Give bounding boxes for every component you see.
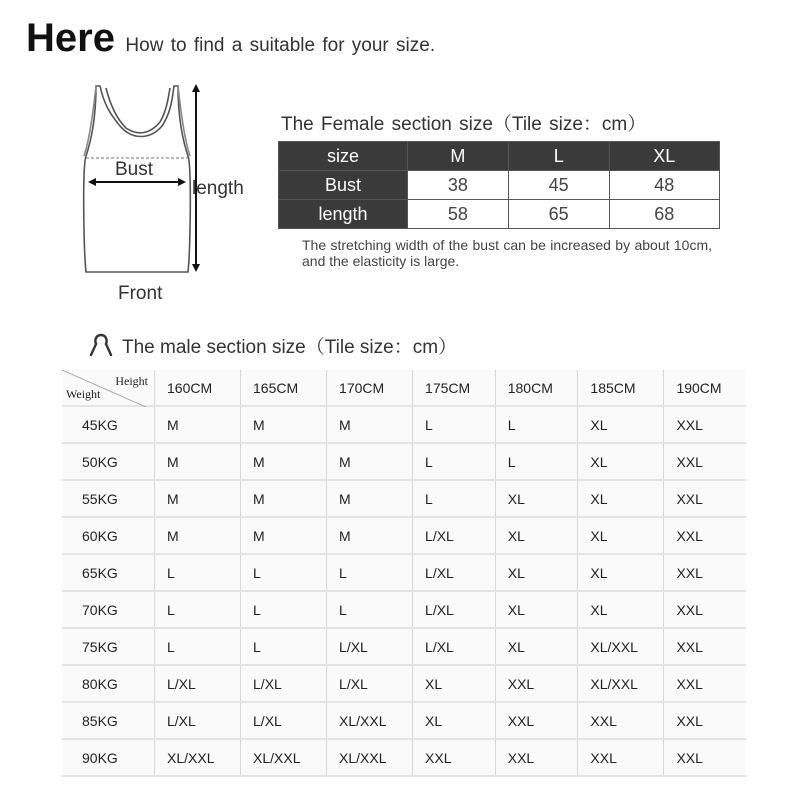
height-col-header: 185CM bbox=[578, 370, 664, 406]
size-cell: XL bbox=[578, 443, 664, 480]
female-cell: 38 bbox=[408, 171, 509, 200]
table-row bbox=[62, 517, 746, 554]
weight-row-label: 70KG bbox=[62, 591, 155, 628]
person-icon bbox=[88, 333, 114, 357]
size-cell: L bbox=[495, 443, 578, 480]
size-cell: XXL bbox=[664, 480, 746, 517]
weight-row-label: 85KG bbox=[62, 702, 155, 739]
weight-row-label: 65KG bbox=[62, 554, 155, 591]
size-cell: M bbox=[327, 406, 413, 443]
size-cell: L/XL bbox=[413, 517, 496, 554]
size-cell: XL/XXL bbox=[327, 702, 413, 739]
size-cell: L/XL bbox=[413, 628, 496, 665]
size-cell: L bbox=[413, 406, 496, 443]
size-cell: XL/XXL bbox=[578, 665, 664, 702]
male-title-text: The male section size（Tile size：cm） bbox=[122, 337, 458, 358]
size-cell: M bbox=[155, 406, 241, 443]
size-cell: L/XL bbox=[327, 628, 413, 665]
size-cell: XXL bbox=[664, 665, 746, 702]
male-section-title bbox=[88, 332, 457, 359]
size-cell: L/XL bbox=[155, 665, 241, 702]
size-cell: M bbox=[155, 517, 241, 554]
female-col-header: L bbox=[508, 142, 609, 171]
size-cell: M bbox=[155, 443, 241, 480]
height-col-header: 165CM bbox=[241, 370, 327, 406]
size-cell: XL bbox=[495, 554, 578, 591]
size-cell: L/XL bbox=[413, 554, 496, 591]
size-cell: XXL bbox=[664, 739, 746, 776]
size-cell: XXL bbox=[413, 739, 496, 776]
size-cell: XL bbox=[413, 702, 496, 739]
corner-weight-label: Weight bbox=[66, 387, 101, 401]
female-row-length bbox=[279, 200, 720, 229]
female-cell: 68 bbox=[609, 200, 719, 229]
female-section-title: The Female section size（Tile size：cm） bbox=[281, 114, 647, 135]
male-size-table bbox=[62, 370, 746, 777]
size-cell: XXL bbox=[664, 406, 746, 443]
weight-row-label: 75KG bbox=[62, 628, 155, 665]
size-cell: M bbox=[155, 480, 241, 517]
female-col-header: M bbox=[408, 142, 509, 171]
height-col-header: 180CM bbox=[495, 370, 578, 406]
size-cell: XL/XXL bbox=[155, 739, 241, 776]
size-cell: M bbox=[327, 443, 413, 480]
height-col-header: 175CM bbox=[413, 370, 496, 406]
female-stretch-note: The stretching width of the bust can be increased by about 10cm, and the elasticity is large. bbox=[302, 237, 712, 269]
corner-height-label: Height bbox=[115, 374, 148, 388]
size-cell: XXL bbox=[495, 702, 578, 739]
size-cell: XL bbox=[495, 480, 578, 517]
size-cell: M bbox=[241, 480, 327, 517]
size-cell: XXL bbox=[664, 628, 746, 665]
female-header-row bbox=[279, 142, 720, 171]
size-cell: M bbox=[327, 517, 413, 554]
weight-row-label: 45KG bbox=[62, 406, 155, 443]
weight-row-label: 55KG bbox=[62, 480, 155, 517]
height-col-header: 160CM bbox=[155, 370, 241, 406]
size-cell: XXL bbox=[664, 591, 746, 628]
size-cell: L/XL bbox=[241, 665, 327, 702]
size-cell: XXL bbox=[578, 702, 664, 739]
table-row bbox=[62, 702, 746, 739]
size-cell: XL bbox=[495, 628, 578, 665]
size-cell: L/XL bbox=[327, 665, 413, 702]
size-cell: L/XL bbox=[413, 591, 496, 628]
table-row bbox=[62, 591, 746, 628]
size-cell: XL bbox=[495, 517, 578, 554]
size-cell: M bbox=[327, 480, 413, 517]
female-cell: 48 bbox=[609, 171, 719, 200]
table-row bbox=[62, 554, 746, 591]
size-cell: XXL bbox=[495, 665, 578, 702]
height-col-header: 190CM bbox=[664, 370, 746, 406]
height-col-header: 170CM bbox=[327, 370, 413, 406]
size-cell: L bbox=[241, 628, 327, 665]
size-cell: XL/XXL bbox=[327, 739, 413, 776]
size-cell: L bbox=[327, 591, 413, 628]
female-col-header: XL bbox=[609, 142, 719, 171]
size-cell: XL bbox=[578, 517, 664, 554]
size-cell: XXL bbox=[495, 739, 578, 776]
female-col-header: size bbox=[279, 142, 408, 171]
table-row bbox=[62, 443, 746, 480]
female-cell: 58 bbox=[408, 200, 509, 229]
table-row bbox=[62, 406, 746, 443]
size-cell: L bbox=[413, 480, 496, 517]
size-cell: XXL bbox=[664, 443, 746, 480]
size-cell: XXL bbox=[664, 702, 746, 739]
header-title: Here bbox=[26, 16, 115, 60]
size-cell: XL/XXL bbox=[241, 739, 327, 776]
female-row-label: Bust bbox=[279, 171, 408, 200]
weight-row-label: 80KG bbox=[62, 665, 155, 702]
female-row-label: length bbox=[279, 200, 408, 229]
size-cell: M bbox=[241, 443, 327, 480]
size-cell: L bbox=[413, 443, 496, 480]
size-cell: XL bbox=[413, 665, 496, 702]
height-weight-corner bbox=[62, 370, 155, 406]
header-subtitle: How to find a suitable for your size. bbox=[125, 35, 436, 56]
male-header-row bbox=[62, 370, 746, 406]
size-cell: XXL bbox=[664, 554, 746, 591]
size-cell: L bbox=[155, 628, 241, 665]
weight-row-label: 60KG bbox=[62, 517, 155, 554]
size-cell: L bbox=[327, 554, 413, 591]
page-header bbox=[26, 16, 435, 61]
size-cell: XL bbox=[578, 406, 664, 443]
size-cell: XL bbox=[578, 480, 664, 517]
size-cell: M bbox=[241, 517, 327, 554]
size-cell: XL bbox=[578, 554, 664, 591]
front-label: Front bbox=[118, 283, 163, 304]
size-cell: L bbox=[155, 554, 241, 591]
size-cell: M bbox=[241, 406, 327, 443]
female-size-table bbox=[278, 141, 720, 229]
size-cell: XL/XXL bbox=[578, 628, 664, 665]
size-cell: XXL bbox=[578, 739, 664, 776]
female-cell: 45 bbox=[508, 171, 609, 200]
size-cell: L bbox=[495, 406, 578, 443]
size-cell: XL bbox=[578, 591, 664, 628]
size-cell: L/XL bbox=[241, 702, 327, 739]
size-cell: XXL bbox=[664, 517, 746, 554]
size-cell: L/XL bbox=[155, 702, 241, 739]
bust-label: Bust bbox=[115, 159, 154, 180]
size-cell: L bbox=[155, 591, 241, 628]
weight-row-label: 50KG bbox=[62, 443, 155, 480]
weight-row-label: 90KG bbox=[62, 739, 155, 776]
size-cell: XL bbox=[495, 591, 578, 628]
length-label: length bbox=[192, 178, 244, 199]
table-row bbox=[62, 480, 746, 517]
size-cell: L bbox=[241, 554, 327, 591]
table-row bbox=[62, 739, 746, 776]
size-cell: L bbox=[241, 591, 327, 628]
table-row bbox=[62, 628, 746, 665]
female-row-bust bbox=[279, 171, 720, 200]
female-cell: 65 bbox=[508, 200, 609, 229]
table-row bbox=[62, 665, 746, 702]
